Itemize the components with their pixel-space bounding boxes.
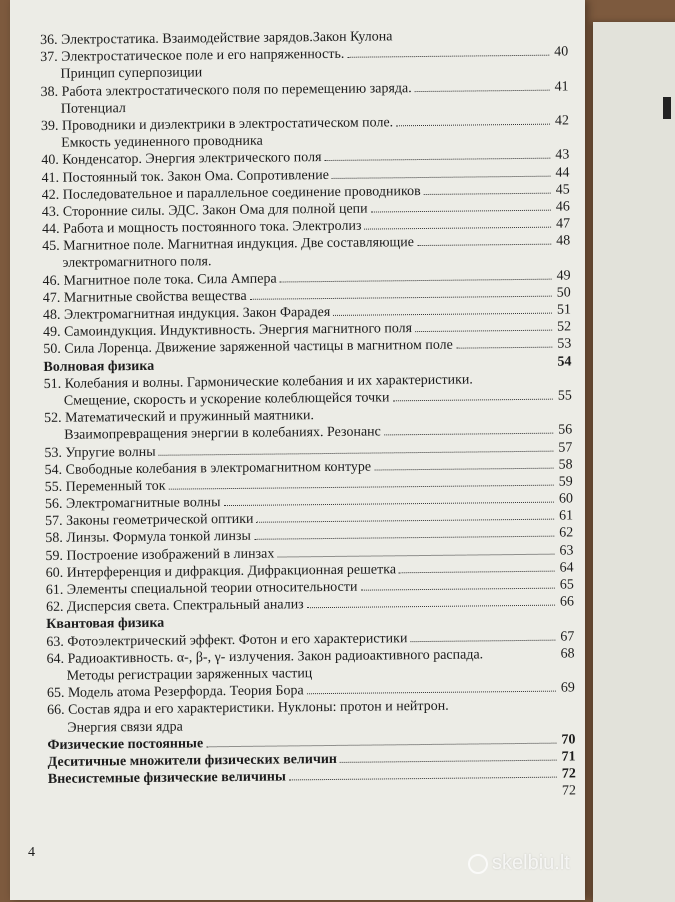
- toc-page-number: 41: [553, 78, 569, 95]
- toc-leader-dots: [456, 337, 553, 349]
- toc-page-number: 61: [557, 508, 573, 525]
- toc-entry-title: Энергия связи ядра: [67, 718, 183, 736]
- toc-page-number: 49: [554, 267, 570, 284]
- toc-leader-dots: [347, 45, 549, 58]
- toc-page-number: 72: [560, 765, 576, 782]
- toc-entry-title: 52. Математический и пружинный маятники.: [44, 407, 314, 427]
- toc-entry-title: Методы регистрации заряженных частиц: [67, 665, 313, 685]
- toc-entry-title: 51. Колебания и волны. Гармонические колебания и их характеристики.: [44, 371, 473, 393]
- toc-leader-dots: [392, 389, 553, 402]
- toc-leader-dots: [315, 665, 556, 678]
- adjacent-page-mark: [663, 97, 671, 119]
- toc-leader-dots: [250, 285, 552, 299]
- toc-page-number: 62: [557, 525, 573, 542]
- toc-entry-title: 39. Проводники и диэлектрики в электростатическом поле.: [41, 114, 393, 135]
- toc-leader-dots: [360, 578, 554, 591]
- toc-page-number: 51: [555, 301, 571, 318]
- toc-page-number: 66: [558, 594, 574, 611]
- toc-page-number: 63: [557, 542, 573, 559]
- toc-leader-dots: [371, 200, 551, 213]
- toc-entry-title: 61. Элементы специальной теории относительности: [46, 579, 358, 599]
- toc-leader-dots: [424, 182, 551, 194]
- toc-entry-title: 63. Фотоэлектрический эффект. Фотон и его характеристики: [46, 630, 407, 651]
- toc-leader-dots: [417, 234, 551, 246]
- toc-entry-title: 42. Последовательное и параллельное соединение проводников: [42, 183, 421, 204]
- toc-entry-title: 66. Состав ядра и его характеристики. Нуклоны: протон и нейтрон.: [47, 698, 449, 719]
- toc-page-number: 56: [556, 422, 572, 439]
- toc-entry-title: 38. Работа электростатического поля по перемещению заряда.: [41, 80, 412, 101]
- toc-leader-dots: [223, 492, 554, 506]
- toc-leader-dots: [332, 165, 551, 178]
- toc-leader-dots: [129, 97, 550, 111]
- toc-entry-title: 36. Электростатика. Взаимодействие зарядов.Закон Кулона: [40, 28, 393, 49]
- toc-page-number: 54: [555, 353, 571, 370]
- skelbiu-logo-icon: [468, 854, 488, 874]
- toc-entry-title: 48. Электромагнитная индукция. Закон Фарадея: [43, 304, 330, 324]
- toc-leader-dots: [415, 79, 550, 91]
- toc-page-number: 71: [560, 748, 576, 765]
- toc-entry-title: 45. Магнитное поле. Магнитная индукция. Две составляющие: [42, 234, 414, 255]
- toc-entry-title: Волновая физика: [43, 357, 154, 375]
- toc-entry-title: 55. Переменный ток: [45, 478, 166, 496]
- toc-entry-title: 46. Магнитное поле тока. Сила Ампера: [43, 270, 277, 290]
- toc-leader-dots: [324, 148, 550, 161]
- toc-leader-dots: [476, 372, 553, 383]
- toc-leader-dots: [307, 681, 556, 695]
- toc-page-number: 45: [554, 181, 570, 198]
- toc-page-number: 59: [557, 473, 573, 490]
- toc-entry-title: Емкость уединенного проводника: [61, 133, 263, 152]
- toc-leader-dots: [415, 320, 552, 332]
- watermark: [468, 852, 570, 875]
- toc-page-number: 67: [558, 628, 574, 645]
- toc-leader-dots: [317, 407, 553, 419]
- toc-page-number: 68: [558, 645, 574, 662]
- toc-page-number: 42: [553, 112, 569, 129]
- toc-leader-dots: [167, 613, 555, 627]
- toc-leader-dots: [340, 750, 557, 763]
- toc-entry-title: Смещение, скорость и ускорение колеблющейся точки: [64, 389, 390, 410]
- toc-entry-title: 41. Постоянный ток. Закон Ома. Сопротивление: [41, 166, 329, 186]
- toc-leader-dots: [206, 732, 556, 747]
- toc-page-number: 64: [558, 559, 574, 576]
- toc-leader-dots: [280, 268, 552, 282]
- toc-leader-dots: [374, 457, 554, 470]
- toc-leader-dots: [186, 716, 557, 730]
- toc-leader-dots: [205, 63, 549, 77]
- toc-page-number: 55: [556, 387, 572, 404]
- toc-entry-title: 53. Упругие волны: [44, 443, 155, 461]
- toc-entry-title: 37. Электростатическое поле и его напряженность.: [40, 46, 344, 66]
- toc-leader-dots: [399, 560, 555, 573]
- toc-leader-dots: [307, 595, 555, 609]
- toc-entry-title: Взаимопревращения энергии в колебаниях. Резонанс: [64, 424, 381, 445]
- toc-leader-dots: [410, 629, 555, 642]
- toc-page-number: 72: [560, 783, 576, 800]
- toc-page-number: 69: [559, 680, 575, 697]
- toc-page-number: 46: [554, 198, 570, 215]
- toc-page-number: 48: [554, 233, 570, 250]
- toc-leader-dots: [384, 423, 553, 436]
- toc-leader-dots: [256, 509, 554, 523]
- toc-page-number: 47: [554, 216, 570, 233]
- toc-leader-dots: [364, 217, 551, 230]
- toc-leader-dots: [333, 303, 552, 316]
- toc-leader-dots: [277, 543, 554, 557]
- toc-entry-title: Принцип суперпозиции: [60, 65, 202, 84]
- toc-page-number: 53: [555, 336, 571, 353]
- toc-page-number: 43: [553, 147, 569, 164]
- toc-leader-dots: [452, 699, 557, 710]
- toc-entry-title: Внесистемные физические величины: [48, 769, 286, 789]
- toc-entry-title: Квантовая физика: [46, 615, 164, 633]
- toc-page-number: 60: [557, 491, 573, 508]
- toc-entry-title: 40. Конденсатор. Энергия электрического поля: [41, 149, 321, 169]
- toc-page-number: 70: [559, 731, 575, 748]
- toc-entry-title: 62. Дисперсия света. Спектральный анализ: [46, 596, 304, 616]
- toc-leader-dots: [289, 767, 557, 781]
- toc-entry-title: 54. Свободные колебания в электромагнитном контуре: [44, 458, 371, 479]
- toc-entry-title: 64. Радиоактивность. α-, β-, γ- излучения. Закон радиоактивного распада.: [46, 646, 483, 668]
- toc-page-number: 52: [555, 319, 571, 336]
- toc-entry-title: 59. Построение изображений в линзах: [45, 545, 274, 565]
- table-of-contents: [40, 26, 576, 805]
- toc-leader-dots: [266, 132, 550, 145]
- toc-entry-title: 44. Работа и мощность постоянного тока. Электролиз: [42, 218, 362, 239]
- toc-leader-dots: [214, 252, 551, 266]
- page-number: 4: [28, 845, 35, 861]
- toc-leader-dots: [157, 355, 552, 369]
- toc-entry-title: 50. Сила Лоренца. Движение заряженной частицы в магнитном поле: [43, 337, 453, 358]
- toc-leader-dots: [396, 114, 550, 127]
- toc-page-number: 50: [555, 284, 571, 301]
- adjacent-page: [593, 22, 675, 902]
- toc-leader-dots: [486, 647, 556, 658]
- toc-page-number: 44: [553, 164, 569, 181]
- book-page: [10, 0, 585, 900]
- toc-entry-title: 58. Линзы. Формула тонкой линзы: [45, 528, 251, 547]
- toc-entry-title: Потенциал: [61, 100, 126, 118]
- toc-page-number: 65: [558, 576, 574, 593]
- toc-entry-title: 65. Модель атома Резерфорда. Теория Бора: [47, 682, 304, 702]
- toc-entry-title: 60. Интерференция и дифракция. Дифракционная решетка: [46, 561, 397, 582]
- toc-leader-dots: [395, 29, 549, 41]
- toc-entry-title: 49. Самоиндукция. Индуктивность. Энергия магнитного поля: [43, 320, 412, 341]
- toc-leader-dots: [254, 526, 554, 540]
- toc-entry-title: 47. Магнитные свойства вещества: [43, 288, 247, 307]
- toc-entry-title: электромагнитного поля.: [62, 254, 211, 273]
- toc-entry-title: 56. Электромагнитные волны: [45, 494, 221, 513]
- toc-page-number: 57: [556, 439, 572, 456]
- watermark-text: skelbiu.lt: [492, 852, 570, 875]
- toc-page-number: 58: [556, 456, 572, 473]
- toc-page-number: 40: [552, 44, 568, 61]
- toc-entry-title: Деситичные множители физических величин: [48, 751, 337, 771]
- toc-entry-title: 43. Сторонние силы. ЭДС. Закон Ома для полной цепи: [42, 200, 368, 221]
- toc-entry-title: Физические постоянные: [47, 735, 203, 754]
- toc-entry-title: 57. Законы геометрической оптики: [45, 511, 254, 530]
